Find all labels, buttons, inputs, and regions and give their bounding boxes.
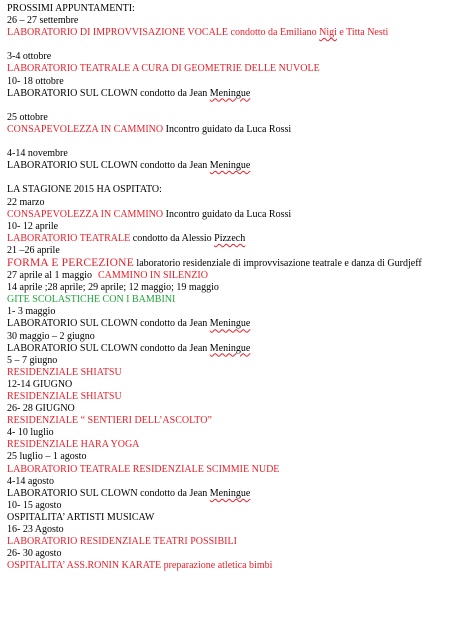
event-host: Incontro guidato da Luca Rossi	[163, 123, 292, 135]
event-title: CONSAPEVOLEZZA IN CAMMINO	[7, 208, 164, 220]
host-name: Nigi	[319, 27, 337, 39]
event-host: condotto da Jean	[137, 160, 210, 172]
event-title: RESIDENZIALE “ SENTIERI DELL’ASCOLTO”	[7, 415, 212, 427]
event-date: 21 –26 aprile	[7, 244, 60, 256]
event-entry	[7, 270, 451, 282]
host-name: Meningue	[209, 342, 251, 354]
event-entry	[7, 209, 451, 221]
past-season-heading: LA STAGIONE 2015 HA OSPITATO:	[7, 184, 162, 196]
event-entry	[7, 257, 451, 270]
event-title: LABORATORIO RESIDENZIALE TEATRI POSSIBILI	[7, 536, 237, 548]
event-date: 26- 28 GIUGNO	[7, 403, 75, 415]
event-entry	[7, 343, 451, 355]
event-date: 16- 23 Agosto	[7, 524, 64, 536]
event-date: 10- 12 aprile	[7, 220, 59, 232]
spacer	[7, 100, 451, 112]
event-date: 5 – 7 giugno	[7, 354, 58, 366]
host-name: Meningue	[209, 87, 251, 99]
event-title: LABORATORIO DI IMPROVVISAZIONE VOCALE	[7, 27, 229, 39]
event-host: e Titta Nesti	[336, 27, 389, 39]
spacer	[7, 172, 451, 184]
event-title: LABORATORIO SUL CLOWN	[7, 487, 138, 499]
event-entry	[7, 160, 451, 172]
event-description: laboratorio residenziale di improvvisazione teatrale e danza di Gurdjeff	[133, 257, 422, 269]
event-title: RESIDENZIALE SHIATSU	[7, 391, 122, 402]
host-name: Meningue	[209, 487, 251, 499]
event-title: CONSAPEVOLEZZA IN CAMMINO	[7, 123, 164, 135]
event-entry	[7, 233, 451, 245]
event-date: 4-14 novembre	[7, 148, 68, 160]
event-date: 10- 15 agosto	[7, 499, 62, 511]
event-entry	[7, 560, 451, 572]
event-date: 25 luglio – 1 agosto	[7, 451, 87, 463]
upcoming-heading: PROSSIMI APPUNTAMENTI:	[7, 3, 135, 14]
event-host: condotto da Emiliano	[228, 27, 320, 39]
event-host: condotto da Jean	[137, 318, 210, 330]
event-title: GITE SCOLASTICHE CON I BAMBINI	[7, 294, 176, 306]
spacer	[7, 39, 451, 51]
event-date: 10- 18 ottobre	[7, 75, 64, 87]
event-date: 26- 30 agosto	[7, 548, 62, 560]
document-page	[7, 3, 451, 572]
event-title: OSPITALITA’ ARTISTI MUSICAW	[7, 511, 155, 523]
event-entry	[7, 27, 451, 39]
event-title: OSPITALITA’ ASS.RONIN KARATE	[7, 560, 162, 572]
event-date: 4-14 agosto	[7, 475, 54, 487]
event-title: LABORATORIO SUL CLOWN	[7, 160, 138, 172]
event-date: 4- 10 luglio	[7, 427, 54, 439]
host-name: Meningue	[209, 318, 251, 330]
event-date: 26 – 27 settembre	[7, 15, 79, 27]
event-date: 25 ottobre	[7, 111, 48, 123]
host-name: Pizzech	[214, 232, 246, 244]
event-host: condotto da Jean	[137, 87, 210, 99]
event-entry	[7, 88, 451, 100]
event-title: LABORATORIO SUL CLOWN	[7, 318, 138, 330]
event-title: LABORATORIO SUL CLOWN	[7, 342, 138, 354]
event-title: FORMA E PERCEZIONE	[7, 256, 134, 269]
host-name: Meningue	[209, 160, 251, 172]
event-title: LABORATORIO SUL CLOWN	[7, 87, 138, 99]
event-title: LABORATORIO TEATRALE	[7, 232, 131, 244]
event-date: 3-4 ottobre	[7, 51, 52, 63]
event-host: condotto da Jean	[137, 342, 210, 354]
event-date: 12-14 GIUGNO	[7, 378, 73, 390]
event-host: condotto da Jean	[137, 487, 210, 499]
event-entry	[7, 318, 451, 330]
event-date: 30 maggio – 2 giugno	[7, 330, 95, 342]
event-host: condotto da Alessio	[130, 232, 215, 244]
event-host: Incontro guidato da Luca Rossi	[163, 208, 292, 220]
event-date: 1- 3 maggio	[7, 306, 56, 318]
event-entry	[7, 488, 451, 500]
event-title: LABORATORIO TEATRALE A CURA DI GEOMETRIE DELLE NUVOLE	[7, 63, 320, 75]
event-date: 22 marzo	[7, 196, 45, 208]
event-date: 14 aprile ;28 aprile; 29 aprile; 12 maggio; 19 maggio	[7, 282, 219, 294]
event-title: RESIDENZIALE HARA YOGA	[7, 439, 140, 451]
event-title: RESIDENZIALE SHIATSU	[7, 366, 122, 378]
spacer	[7, 136, 451, 148]
event-entry	[7, 124, 451, 136]
event-description: preparazione atletica bimbi	[161, 560, 273, 572]
event-title: CAMMINO IN SILENZIO	[97, 270, 208, 282]
event-date: 27 aprile al 1 maggio	[7, 270, 92, 282]
event-title: LABORATORIO TEATRALE RESIDENZIALE SCIMMIE NUDE	[7, 463, 280, 475]
